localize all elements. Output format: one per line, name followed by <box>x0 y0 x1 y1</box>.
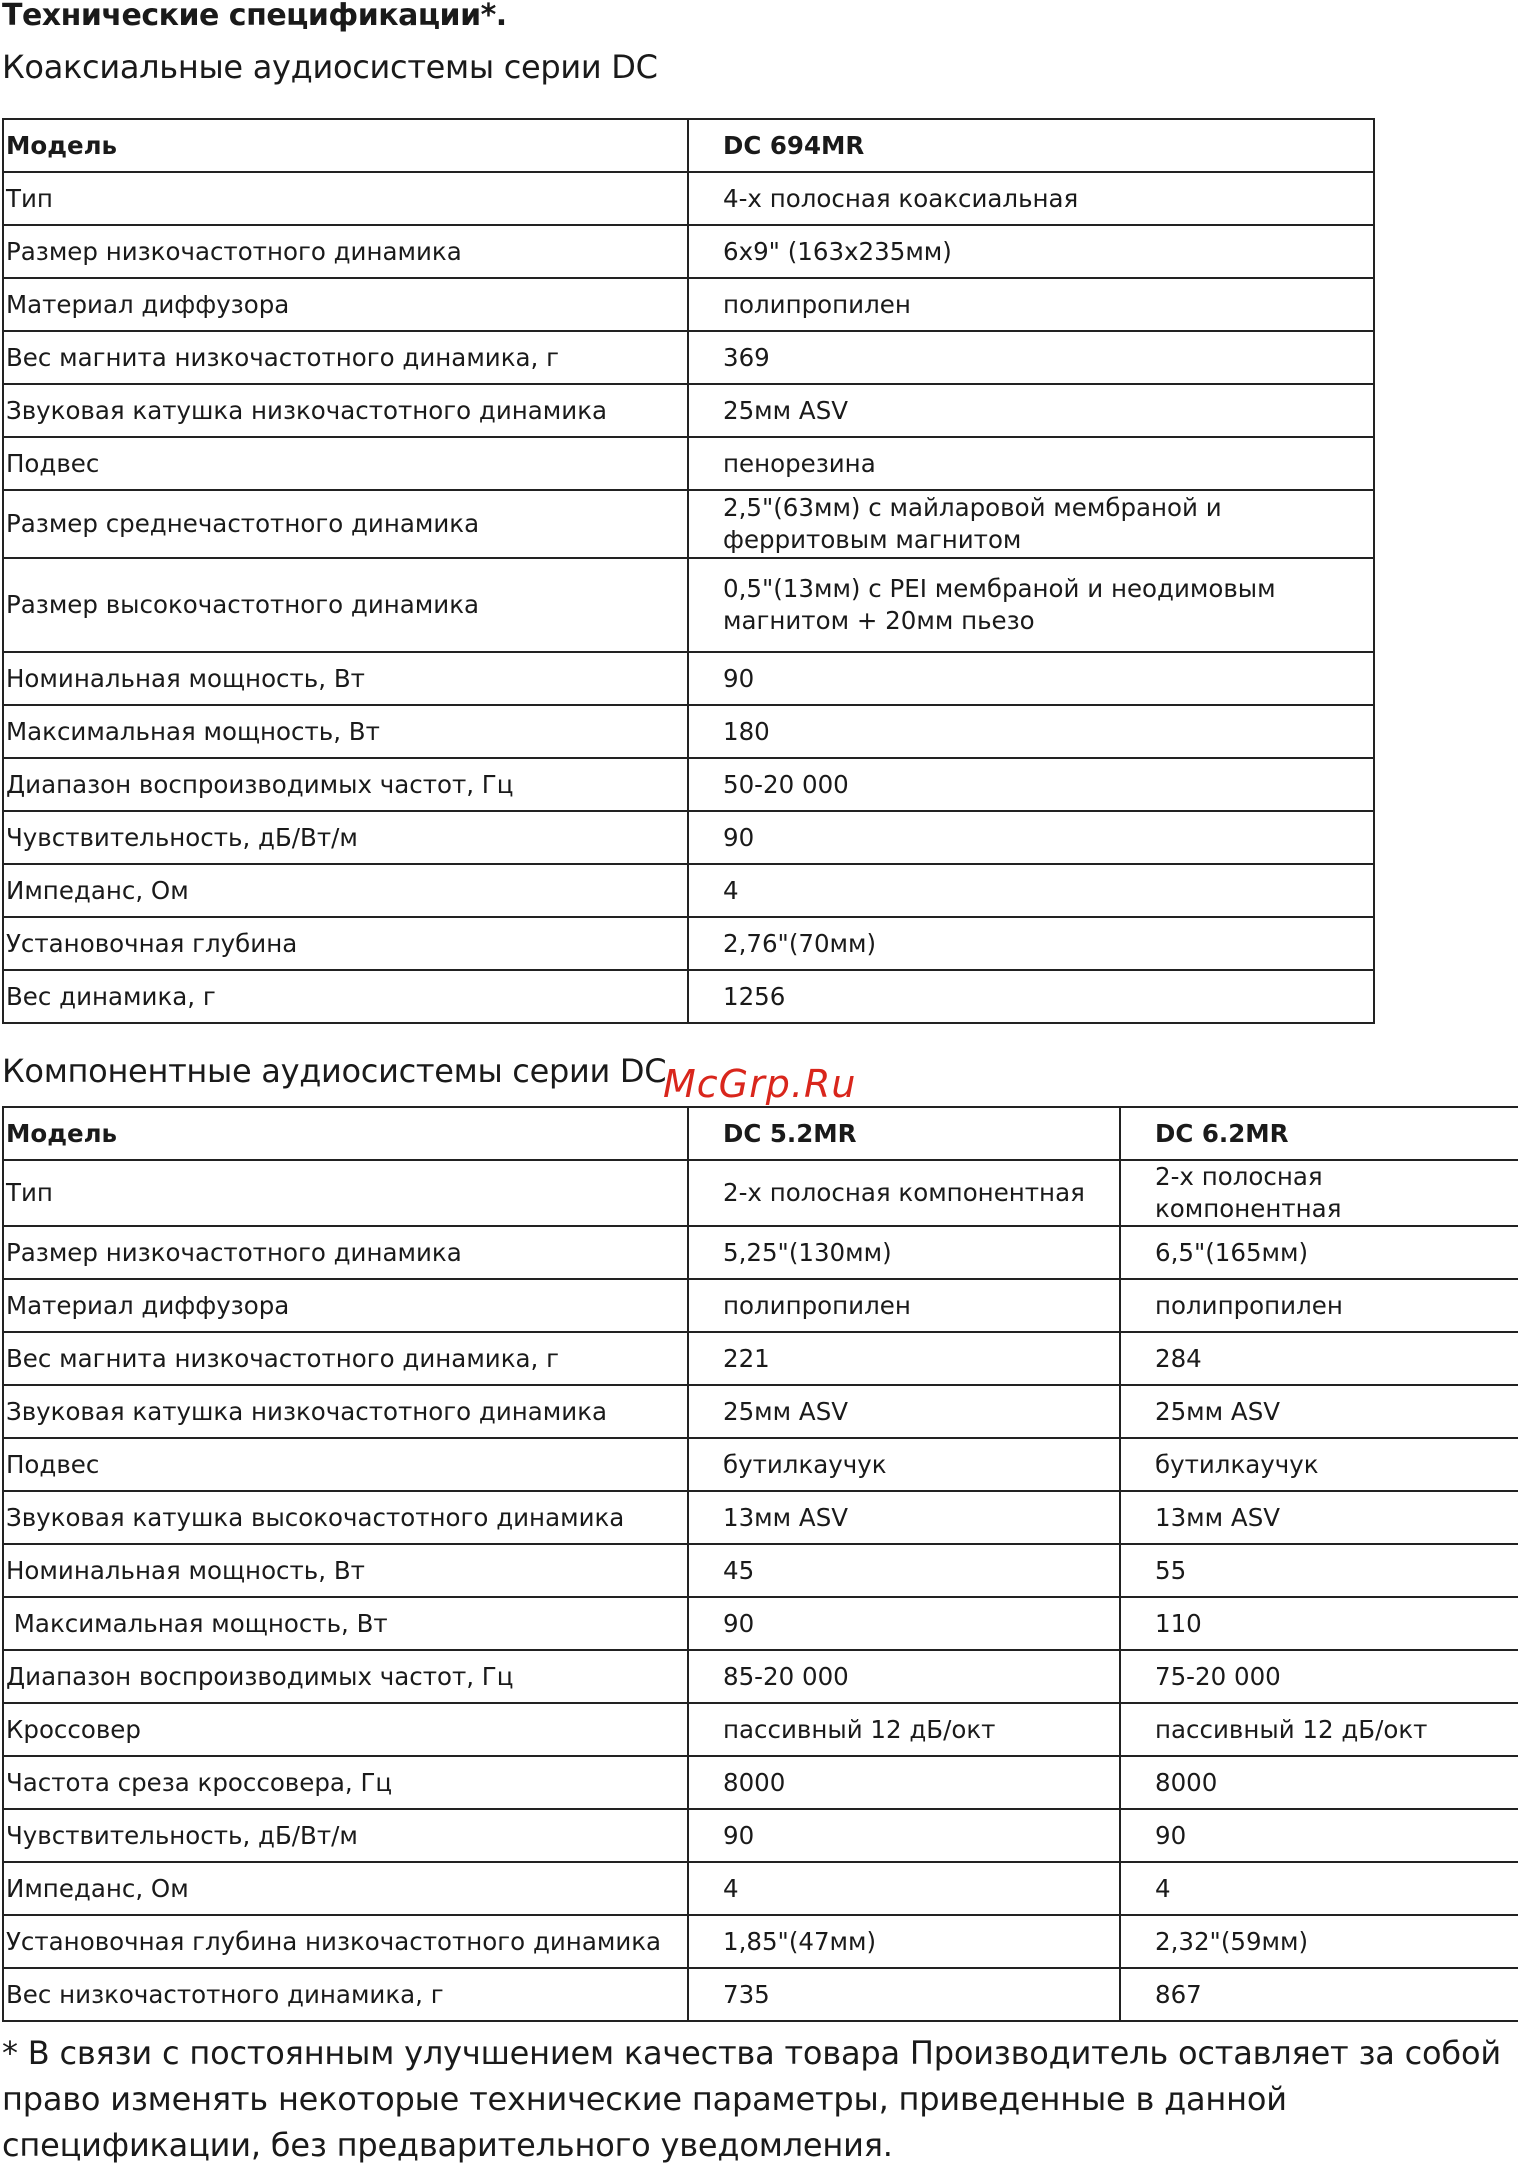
value-cell: 85-20 000 <box>688 1650 1120 1703</box>
table-row <box>3 1968 1518 2021</box>
table-row <box>3 558 1374 652</box>
param-cell: Кроссовер <box>3 1703 688 1756</box>
table-row <box>3 1332 1518 1385</box>
table-header-row <box>3 1107 1518 1160</box>
value-cell: 5,25"(130мм) <box>688 1226 1120 1279</box>
param-cell: Тип <box>3 1160 688 1226</box>
param-cell: Звуковая катушка высокочастотного динамика <box>3 1491 688 1544</box>
param-cell: Максимальная мощность, Вт <box>3 705 688 758</box>
value-cell: 4-х полосная коаксиальная <box>688 172 1374 225</box>
value-cell: 2,32"(59мм) <box>1120 1915 1518 1968</box>
table-row <box>3 1385 1518 1438</box>
value-cell: 90 <box>688 1809 1120 1862</box>
header-cell: DC 6.2MR <box>1120 1107 1518 1160</box>
header-cell: Модель <box>3 1107 688 1160</box>
table-row <box>3 172 1374 225</box>
coaxial-spec-table <box>2 118 1375 1024</box>
value-cell: 90 <box>688 1597 1120 1650</box>
value-cell: 25мм ASV <box>1120 1385 1518 1438</box>
value-cell: 8000 <box>688 1756 1120 1809</box>
coaxial-section-title: Коаксиальные аудиосистемы серии DC <box>2 48 658 86</box>
value-cell: 2-х полосная компонентная <box>1120 1160 1518 1226</box>
table-row <box>3 490 1374 558</box>
table-row <box>3 1703 1518 1756</box>
table-row <box>3 1862 1518 1915</box>
table-row <box>3 917 1374 970</box>
value-cell: 1,85"(47мм) <box>688 1915 1120 1968</box>
value-cell: полипропилен <box>688 1279 1120 1332</box>
param-cell: Импеданс, Ом <box>3 1862 688 1915</box>
param-cell: Вес динамика, г <box>3 970 688 1023</box>
param-cell: Максимальная мощность, Вт <box>3 1597 688 1650</box>
param-cell: Размер высокочастотного динамика <box>3 558 688 652</box>
table-row <box>3 652 1374 705</box>
param-cell: Подвес <box>3 437 688 490</box>
param-cell: Материал диффузора <box>3 278 688 331</box>
param-cell: Чувствительность, дБ/Вт/м <box>3 811 688 864</box>
value-cell: полипропилен <box>688 278 1374 331</box>
param-cell: Вес низкочастотного динамика, г <box>3 1968 688 2021</box>
header-cell: DC 694MR <box>688 119 1374 172</box>
value-cell: пассивный 12 дБ/окт <box>1120 1703 1518 1756</box>
table-row <box>3 864 1374 917</box>
value-cell: 8000 <box>1120 1756 1518 1809</box>
table-row <box>3 1438 1518 1491</box>
table-row <box>3 1491 1518 1544</box>
param-cell: Импеданс, Ом <box>3 864 688 917</box>
table-row <box>3 437 1374 490</box>
value-cell: 6,5"(165мм) <box>1120 1226 1518 1279</box>
footnote: * В связи с постоянным улучшением качества товара Производитель оставляет за собой право изменять некоторые технические параметры, приведенные в данной спецификации, без предварительного уведомления. <box>2 2034 1501 2164</box>
value-cell: 4 <box>688 864 1374 917</box>
table-row <box>3 1160 1518 1226</box>
header-cell: Модель <box>3 119 688 172</box>
param-cell: Вес магнита низкочастотного динамика, г <box>3 1332 688 1385</box>
value-cell: пенорезина <box>688 437 1374 490</box>
value-cell: 180 <box>688 705 1374 758</box>
value-cell: 2,76"(70мм) <box>688 917 1374 970</box>
value-cell: 4 <box>688 1862 1120 1915</box>
table-row <box>3 705 1374 758</box>
value-cell: 369 <box>688 331 1374 384</box>
param-cell: Подвес <box>3 1438 688 1491</box>
value-cell: 55 <box>1120 1544 1518 1597</box>
value-cell: 110 <box>1120 1597 1518 1650</box>
param-cell: Размер низкочастотного динамика <box>3 225 688 278</box>
table-row <box>3 811 1374 864</box>
param-cell: Размер среднечастотного динамика <box>3 490 688 558</box>
value-cell: 6x9" (163x235мм) <box>688 225 1374 278</box>
component-section-title: Компонентные аудиосистемы серии DC <box>2 1052 667 1090</box>
table-row <box>3 384 1374 437</box>
table-row <box>3 970 1374 1023</box>
value-cell: 13мм ASV <box>688 1491 1120 1544</box>
page-title: Технические спецификации*. <box>2 0 507 33</box>
param-cell: Номинальная мощность, Вт <box>3 1544 688 1597</box>
value-cell: бутилкаучук <box>688 1438 1120 1491</box>
value-cell: 75-20 000 <box>1120 1650 1518 1703</box>
table-row <box>3 225 1374 278</box>
component-spec-table <box>2 1106 1518 2022</box>
value-cell: 2-х полосная компонентная <box>688 1160 1120 1226</box>
table-row <box>3 1544 1518 1597</box>
table-row <box>3 1809 1518 1862</box>
table-row <box>3 758 1374 811</box>
header-cell: DC 5.2MR <box>688 1107 1120 1160</box>
table-row <box>3 278 1374 331</box>
value-cell: пассивный 12 дБ/окт <box>688 1703 1120 1756</box>
table-row <box>3 1650 1518 1703</box>
param-cell: Размер низкочастотного динамика <box>3 1226 688 1279</box>
table-row <box>3 1915 1518 1968</box>
value-cell: бутилкаучук <box>1120 1438 1518 1491</box>
value-cell: 735 <box>688 1968 1120 2021</box>
value-cell: 90 <box>1120 1809 1518 1862</box>
table-row <box>3 331 1374 384</box>
value-cell: 4 <box>1120 1862 1518 1915</box>
value-cell: 867 <box>1120 1968 1518 2021</box>
value-cell: 1256 <box>688 970 1374 1023</box>
table-row <box>3 1756 1518 1809</box>
param-cell: Частота среза кроссовера, Гц <box>3 1756 688 1809</box>
table-row <box>3 1226 1518 1279</box>
table-row <box>3 1597 1518 1650</box>
param-cell: Вес магнита низкочастотного динамика, г <box>3 331 688 384</box>
value-cell: 2,5"(63мм) с майларовой мембраной и ферритовым магнитом <box>688 490 1374 558</box>
param-cell: Диапазон воспроизводимых частот, Гц <box>3 758 688 811</box>
param-cell: Тип <box>3 172 688 225</box>
value-cell: 284 <box>1120 1332 1518 1385</box>
value-cell: 45 <box>688 1544 1120 1597</box>
param-cell: Звуковая катушка низкочастотного динамика <box>3 1385 688 1438</box>
param-cell: Установочная глубина <box>3 917 688 970</box>
param-cell: Установочная глубина низкочастотного динамика <box>3 1915 688 1968</box>
param-cell: Чувствительность, дБ/Вт/м <box>3 1809 688 1862</box>
value-cell: полипропилен <box>1120 1279 1518 1332</box>
value-cell: 50-20 000 <box>688 758 1374 811</box>
value-cell: 90 <box>688 811 1374 864</box>
watermark-logo: McGrp.Ru <box>663 1062 857 1106</box>
value-cell: 13мм ASV <box>1120 1491 1518 1544</box>
param-cell: Звуковая катушка низкочастотного динамика <box>3 384 688 437</box>
value-cell: 25мм ASV <box>688 384 1374 437</box>
param-cell: Номинальная мощность, Вт <box>3 652 688 705</box>
value-cell: 0,5"(13мм) с PEI мембраной и неодимовым магнитом + 20мм пьезо <box>688 558 1374 652</box>
param-cell: Диапазон воспроизводимых частот, Гц <box>3 1650 688 1703</box>
value-cell: 90 <box>688 652 1374 705</box>
table-header-row <box>3 119 1374 172</box>
table-row <box>3 1279 1518 1332</box>
value-cell: 25мм ASV <box>688 1385 1120 1438</box>
param-cell: Материал диффузора <box>3 1279 688 1332</box>
value-cell: 221 <box>688 1332 1120 1385</box>
